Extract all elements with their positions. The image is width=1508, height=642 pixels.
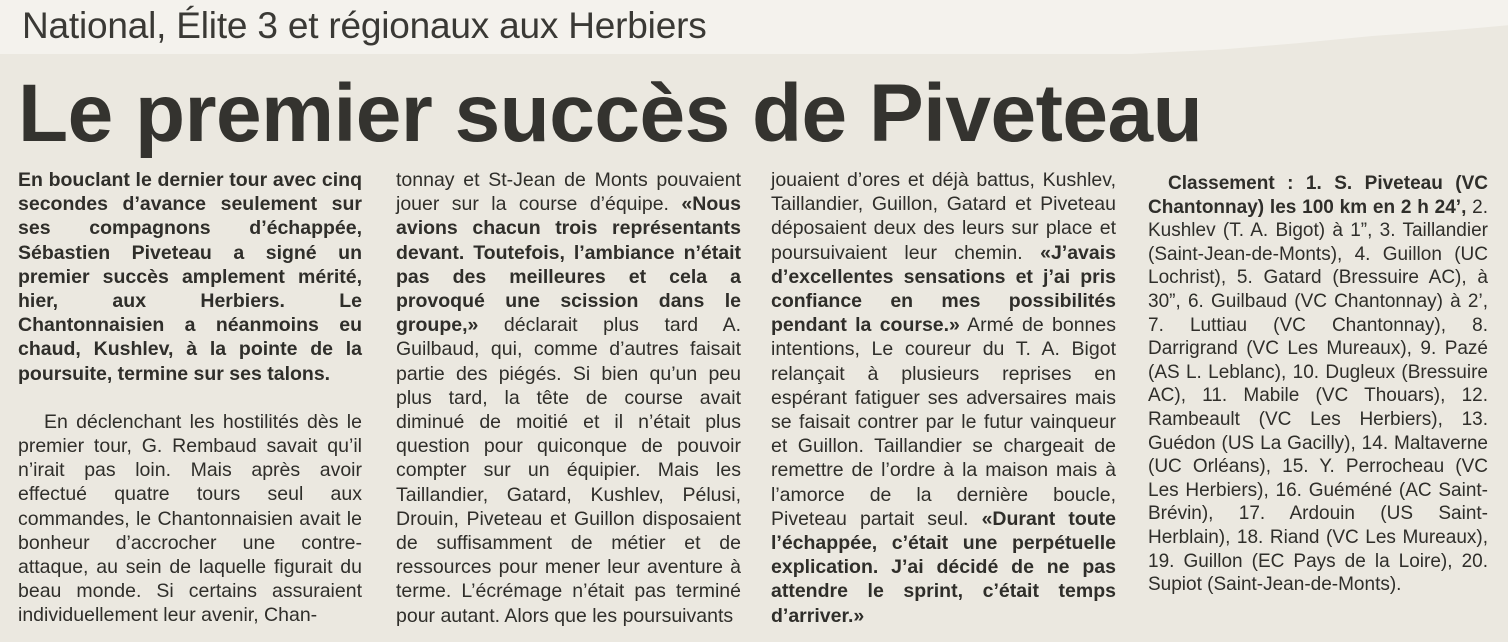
classement-column <box>1148 172 1488 597</box>
column-3-text-a: jouaient d’ores et déjà battus, Kushlev, Taillandier, Guillon, Gatard et Piveteau déposaient deux des leurs sur place et poursuivaient leur chemin. <box>771 169 1116 264</box>
column-1 <box>18 168 362 628</box>
quote-guilbaud: «Nous avions chacun trois représentants devant. Toutefois, l’ambiance n’était pas des meilleures et cela a provoqué une scission dans le groupe,» <box>396 193 741 337</box>
article-headline: Le premier succès de Piveteau <box>18 68 1203 159</box>
classement-heading: Classement : 1. S. Piveteau (VC Chantonnay) les 100 km en 2 h 24’, <box>1148 173 1488 218</box>
column-1-body: En déclenchant les hostilités dès le premier tour, G. Rembaud savait qu’il n’irait pas loin. Mais après avoir effectué quatre tours seul aux commandes, le Chantonnaisien avait le bonheur d’accrocher une contre-attaque, au sein de laquelle figurait du beau monde. Si certains assuraient individuellement leur avenir, Chan- <box>18 410 362 627</box>
classement-text <box>1148 172 1488 597</box>
column-2-text-a: tonnay et St-Jean de Monts pouvaient jouer sur la course d’équipe. <box>396 169 741 216</box>
article-lead: En bouclant le dernier tour avec cinq secondes d’avance seulement sur ses compagnons d’échappée, Sébastien Piveteau a signé un premier succès amplement mérité, hier, aux Herbiers. Le Chantonnaisien a néanmoins eu chaud, Kushlev, à la pointe de la poursuite, termine sur ses talons. <box>18 169 362 385</box>
quote-piveteau: «Durant toute l’échappée, c’était une perpétuelle explication. J’ai décidé de ne pas attendre le sprint, c’était temps d’arriver.» <box>771 507 1117 627</box>
column-3 <box>771 168 1116 628</box>
column-3-text-b: Armé de bonnes intentions, Le coureur du T. A. Bigot relançait à plusieurs reprises en espérant fatiguer ses adversaires mais se faisait contrer par le futur vainqueur et Guillon. Taillandier se chargeait de remettre de l’ordre à la maison mais à l’amorce de la dernière boucle, Piveteau partait seul. <box>771 314 1116 530</box>
quote-kushlev: «J’avais d’excellentes sensations et j’ai pris confiance en mes possibilités pendant la course.» <box>771 241 1116 337</box>
column-2 <box>396 168 741 628</box>
column-2-text <box>396 168 741 628</box>
classement-list: 2. Kushlev (T. A. Bigot) à 1”, 3. Taillandier (Saint-Jean-de-Monts), 4. Guillon (UC Lochrist), 5. Gatard (Bressuire AC), à 30”, 6. Guilbaud (VC Chantonnay) à 2’, 7. Luttiau (VC Chantonnay), 8. Darrigrand (VC Les Mureaux), 9. Pazé (AS L. Leblanc), 10. Dugleux (Bressuire AC), 11. Mabile (VC Thouars), 12. Rambeault (VC Les Herbiers), 13. Guédon (US La Gacilly), 14. Maltaverne (UC Orléans), 15. Y. Perrocheau (VC Les Herbiers), 16. Guéméné (AC Saint-Brévin), 17. Ardouin (US Saint-Herblain), 18. Riand (VC Les Mureaux), 19. Guillon (EC Pays de la Loire), 20. Supiot (Saint-Jean-de-Monts). <box>1148 196 1489 596</box>
column-3-text <box>771 168 1116 628</box>
article-kicker: National, Élite 3 et régionaux aux Herbiers <box>22 5 707 46</box>
column-2-text-b: déclarait plus tard A. Guilbaud, qui, comme d’autres faisait partie des piégés. Si bien qu’un peu plus tard, la tête de course avait diminué de moitié et il n’était plus question pour quiconque de pouvoir compter sur un équipier. Mais les Taillandier, Gatard, Kushlev, Pélusi, Drouin, Piveteau et Guillon disposaient de suffisamment de métier et de ressources pour mener leur aventure à terme. L’écrémage n’était pas terminé pour autant. Alors que les poursuivants <box>396 314 741 627</box>
